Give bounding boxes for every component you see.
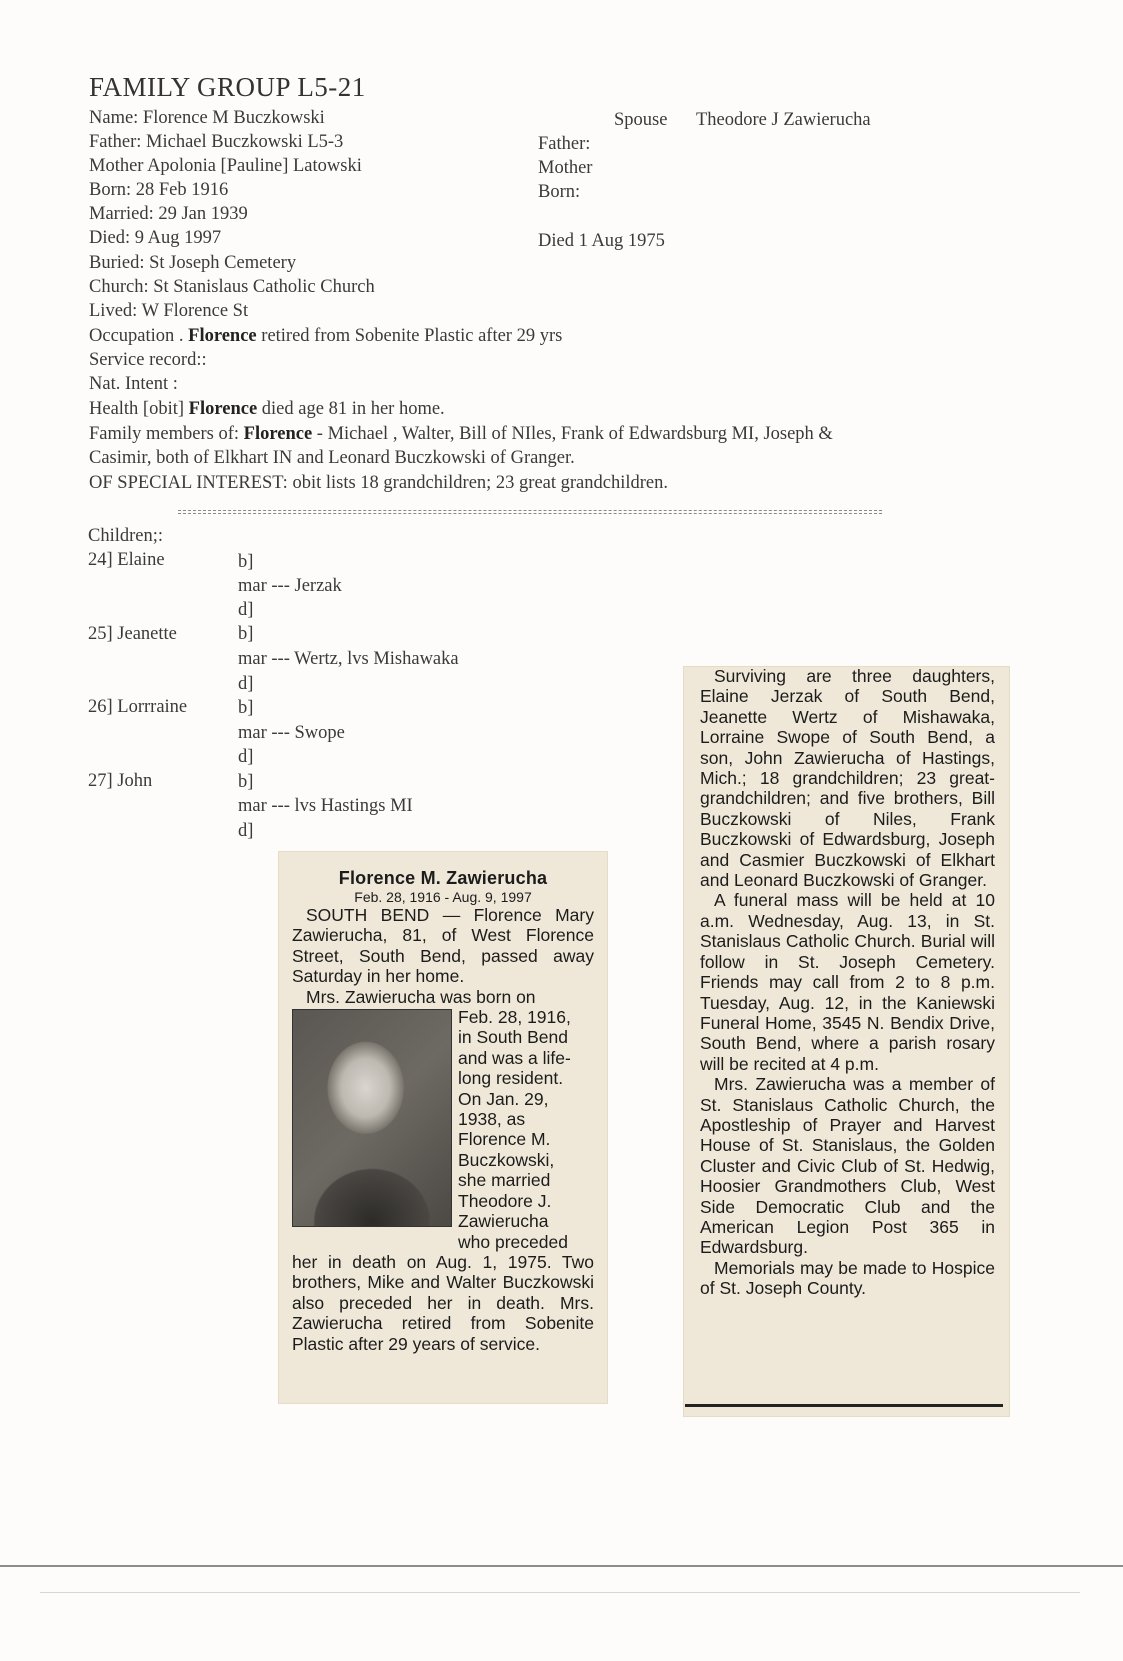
child-died: d] — [238, 600, 254, 620]
occupation-label: Occupation . — [89, 326, 189, 346]
obituary-line: Florence M. — [458, 1129, 551, 1150]
child-married: mar --- Jerzak — [238, 576, 342, 596]
spouse-name: Theodore J Zawierucha — [696, 110, 871, 130]
spouse-died: Died 1 Aug 1975 — [538, 231, 665, 251]
child-born: b] — [238, 624, 254, 644]
obituary-paragraph: Mrs. Zawierucha was a member of St. Stanislaus Catholic Church, the Apostleship of Prayer and Harvest House of St. Stanislaus, the Golden Cluster and Civic Club of St. Hedwig, Hoosier Grandmothers Club, West Side Democratic Club and the American Legion Post 365 in Edwardsburg. — [700, 1074, 995, 1258]
children-label: Children;: — [88, 526, 164, 546]
child-died: d] — [238, 674, 254, 694]
person-married: Married: 29 Jan 1939 — [89, 204, 248, 224]
page-bottom-rule-faint — [40, 1592, 1080, 1593]
child-born: b] — [238, 552, 254, 572]
obituary-paragraph: Surviving are three daughters, Elaine Jerzak of South Bend, Jeanette Wertz of Mishawaka, Lorraine Swope of South Bend, a son, John Zawierucha of Hastings, Mich.; 18 grandchildren; 23 great-grandchildren; and five brothers, Bill Buczkowski of Niles, Frank Buczkowski of Edwardsburg, Joseph and Casmier Buczkowski of Elkhart and Leonard Buczkowski of Granger. — [700, 666, 995, 891]
obituary-paragraph: A funeral mass will be held at 10 a.m. Wednesday, Aug. 13, in St. Stanislaus Catholic Church. Burial will follow in St. Joseph Cemetery. Friends may call from 2 to 8 p.m. Tuesday, Aug. 12, in the Kaniewski Funeral Home, 3545 N. Bendix Drive, South Bend, where a parish rosary will be recited at 4 p.m. — [700, 890, 995, 1074]
child-died: d] — [238, 747, 254, 767]
person-family-members-cont: Casimir, both of Elkhart IN and Leonard Buczkowski of Granger. — [89, 448, 575, 468]
child-born: b] — [238, 772, 254, 792]
person-lived: Lived: W Florence St — [89, 301, 249, 321]
child-married: mar --- Swope — [238, 723, 345, 743]
person-family-members — [89, 424, 833, 445]
health-name: Florence — [188, 399, 258, 419]
obituary-paragraph: Mrs. Zawierucha was born on — [306, 986, 536, 1007]
obituary-line: 1938, as — [458, 1109, 526, 1130]
child-married: mar --- Wertz, lvs Mishawaka — [238, 649, 459, 669]
health-label: Health [obit] — [89, 399, 189, 419]
spouse-born: Born: — [538, 182, 581, 202]
obituary-photo — [292, 1009, 452, 1227]
spouse-mother: Mother — [538, 158, 593, 178]
obituary-line: who preceded — [458, 1231, 568, 1252]
child-died: d] — [238, 821, 254, 841]
person-nat-intent: Nat. Intent : — [89, 374, 178, 394]
family-text: - Michael , Walter, Bill of NIles, Frank of Edwardsburg MI, Joseph & — [312, 424, 833, 444]
occupation-name: Florence — [188, 326, 257, 346]
person-health — [89, 399, 445, 420]
obituary-paragraph: her in death on Aug. 1, 1975. Two brothers, Mike and Walter Buczkowski also preceded her in death. Mrs. Zawierucha retired from Sobenite Plastic after 29 years of service. — [292, 1252, 594, 1354]
obituary-line: she married — [458, 1170, 551, 1191]
obituary-line: long resident. — [458, 1068, 564, 1089]
obituary-clipping-right — [683, 666, 1010, 1417]
person-name: Name: Florence M Buczkowski — [89, 108, 325, 128]
health-text: died age 81 in her home. — [257, 399, 445, 419]
person-buried: Buried: St Joseph Cemetery — [89, 253, 297, 273]
person-mother: Mother Apolonia [Pauline] Latowski — [89, 156, 362, 176]
clipping-rule — [685, 1404, 1003, 1407]
obituary-headline: Florence M. Zawierucha — [338, 868, 548, 888]
obituary-paragraph: Memorials may be made to Hospice of St. Joseph County. — [700, 1257, 995, 1299]
child-name: 25] Jeanette — [88, 624, 177, 644]
page-bottom-rule — [0, 1565, 1123, 1567]
family-label: Family members of: — [89, 424, 244, 444]
obituary-clipping-left — [278, 851, 608, 1404]
obituary-dates: Feb. 28, 1916 - Aug. 9, 1997 — [354, 889, 532, 905]
family-name: Florence — [243, 424, 313, 444]
child-born: b] — [238, 698, 254, 718]
obituary-line: Theodore J. — [458, 1190, 552, 1211]
person-occupation — [89, 326, 562, 347]
obituary-line: On Jan. 29, — [458, 1088, 549, 1109]
obituary-line: in South Bend — [458, 1027, 568, 1048]
spouse-label: Spouse — [614, 110, 668, 130]
person-died: Died: 9 Aug 1997 — [89, 228, 222, 248]
section-divider — [178, 510, 882, 514]
obituary-line: Buczkowski, — [458, 1149, 555, 1170]
page-title: FAMILY GROUP L5-21 — [89, 72, 366, 102]
occupation-text: retired from Sobenite Plastic after 29 yrs — [256, 326, 563, 346]
spouse-father: Father: — [538, 134, 591, 154]
child-married: mar --- lvs Hastings MI — [238, 796, 413, 816]
obituary-line: and was a life- — [458, 1047, 571, 1068]
obituary-line: Zawierucha — [458, 1211, 549, 1232]
child-name: 27] John — [88, 771, 153, 791]
obituary-line: Feb. 28, 1916, — [458, 1007, 571, 1028]
special-interest: OF SPECIAL INTEREST: obit lists 18 grandchildren; 23 great grandchildren. — [89, 473, 669, 493]
person-father: Father: Michael Buczkowski L5-3 — [89, 132, 344, 152]
obituary-paragraph: SOUTH BEND — Florence Mary Zawierucha, 81, of West Florence Street, South Bend, passed away Saturday in her home. — [292, 905, 594, 987]
child-name: 26] Lorrraine — [88, 697, 188, 717]
person-born: Born: 28 Feb 1916 — [89, 180, 229, 200]
child-name: 24] Elaine — [88, 550, 165, 570]
person-church: Church: St Stanislaus Catholic Church — [89, 277, 375, 297]
person-service-record: Service record:: — [89, 350, 207, 370]
